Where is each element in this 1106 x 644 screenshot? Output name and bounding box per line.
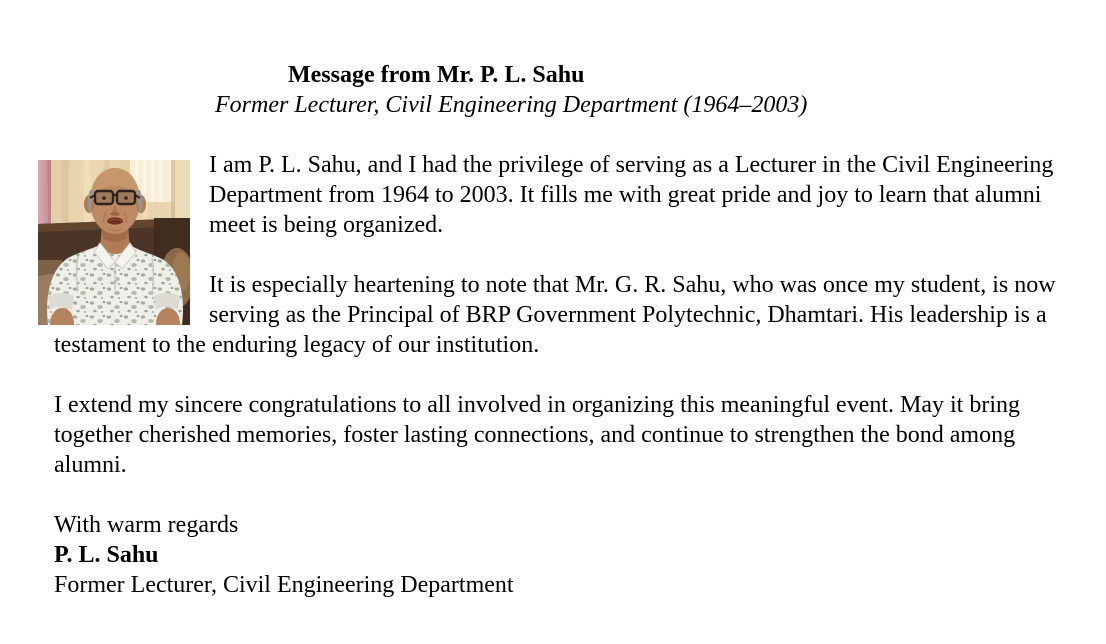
message-title: Message from Mr. P. L. Sahu: [288, 62, 585, 88]
paragraph-congratulations: I extend my sincere congratulations to all involved in organizing this meaningful event. May it bring together cherished memories, foster lasting connections, and continue to strengthen the bond among alumni.: [54, 392, 1020, 478]
author-photo-illustration: [38, 160, 190, 325]
paragraph-student: It is especially heartening to note that Mr. G. R. Sahu, who was once my student, is now serving as the Principal of BRP Government Polytechnic, Dhamtari. His leadership is a testament to the enduring legacy of our institution.: [54, 272, 1056, 358]
message-body: [54, 150, 1088, 600]
signature-block: [54, 510, 1088, 600]
signature-closing: With warm regards: [54, 512, 239, 538]
signature-title: Former Lecturer, Civil Engineering Department: [54, 572, 514, 598]
signature-name: P. L. Sahu: [54, 542, 159, 568]
author-photo: [38, 160, 190, 325]
message-subtitle: Former Lecturer, Civil Engineering Department (1964–2003): [215, 92, 808, 118]
paragraph-intro: I am P. L. Sahu, and I had the privilege of serving as a Lecturer in the Civil Engineering Department from 1964 to 2003. It fills me with great pride and joy to learn that alumni meet is being organized.: [209, 152, 1054, 238]
